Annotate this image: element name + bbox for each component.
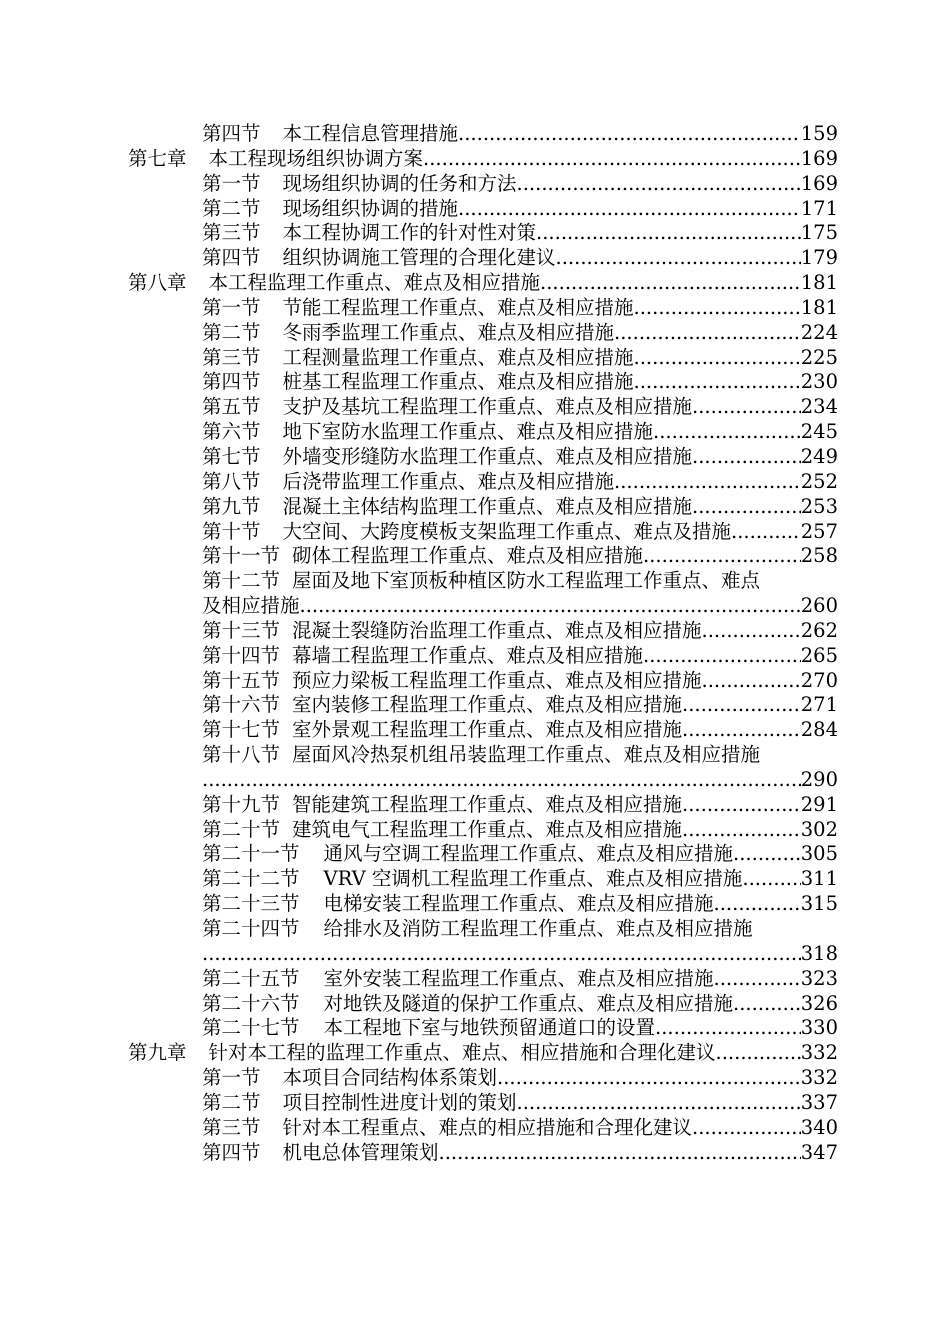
toc-leader-dots: [643, 644, 801, 669]
toc-page-number: 171: [800, 196, 838, 220]
toc-entry[interactable]: [0, 172, 950, 197]
toc-entry[interactable]: [0, 346, 950, 371]
toc-entry[interactable]: [0, 669, 950, 694]
toc-leader-dots: [733, 992, 801, 1017]
toc-page-number: 224: [800, 320, 838, 344]
toc-entry[interactable]: [0, 221, 950, 246]
toc-page-number: 257: [800, 519, 838, 543]
toc-entry[interactable]: [0, 644, 950, 669]
toc-entry-title: 屋面及地下室顶板种植区防水工程监理工作重点、难点: [292, 569, 761, 593]
toc-page-number: 230: [800, 370, 838, 394]
toc-leader-dots: [300, 594, 801, 619]
toc-entry-number: 第二十四节: [202, 917, 300, 940]
toc-entry[interactable]: [0, 992, 950, 1017]
toc-entry-number: 第二节: [202, 1090, 261, 1114]
toc-entry[interactable]: [0, 395, 950, 420]
toc-entry-title: 室外景观工程监理工作重点、难点及相应措施: [292, 718, 683, 742]
toc-leader-dots: [614, 470, 801, 495]
toc-entry[interactable]: [0, 842, 950, 867]
toc-page-number: 225: [800, 345, 838, 369]
toc-entry-title: 给排水及消防工程监理工作重点、难点及相应措施: [323, 917, 753, 940]
toc-entry-title: 电梯安装工程监理工作重点、难点及相应措施: [323, 892, 714, 916]
toc-leader-dots: [423, 147, 801, 172]
toc-page-number: 245: [800, 420, 838, 444]
toc-entry-title: 外墙变形缝防水监理工作重点、难点及相应措施: [282, 444, 693, 468]
toc-entry-title: 组织协调施工管理的合理化建议: [282, 246, 556, 270]
toc-entry-title: 智能建筑工程监理工作重点、难点及相应措施: [292, 792, 683, 816]
toc-entry-title: 本工程监理工作重点、难点及相应措施: [208, 271, 541, 295]
toc-entry-line: [202, 669, 838, 694]
toc-entry-number: 第四节: [202, 1140, 261, 1164]
toc-entry-number: 第十八节: [202, 743, 281, 767]
toc-entry-number: 第十节: [202, 519, 261, 543]
toc-entry-number: 第三节: [202, 1115, 261, 1139]
toc-leader-dots: [733, 842, 801, 867]
toc-entry-title: 项目控制性进度计划的策划: [282, 1090, 517, 1114]
toc-entry[interactable]: [0, 917, 950, 942]
toc-entry[interactable]: [0, 1016, 950, 1041]
toc-leader-dots: [439, 1141, 801, 1166]
toc-entry-title: 现场组织协调的任务和方法: [282, 171, 517, 195]
toc-page-number: 175: [800, 221, 838, 245]
toc-page-number: 305: [800, 842, 838, 866]
toc-entry-title: 室外安装工程监理工作重点、难点及相应措施: [323, 966, 714, 990]
toc-entry-line: [202, 594, 838, 619]
toc-page-number: 318: [800, 941, 838, 965]
toc-entry[interactable]: [0, 197, 950, 222]
toc-entry-line: [202, 445, 838, 470]
toc-entry-number: 第一节: [202, 171, 261, 195]
toc-entry-line: [202, 1116, 838, 1141]
toc-entry[interactable]: [0, 147, 950, 172]
toc-entry-number: 第十六节: [202, 693, 281, 717]
toc-entry-title: 室内装修工程监理工作重点、难点及相应措施: [292, 693, 683, 717]
toc-entry-number: 第九章: [128, 1041, 187, 1065]
toc-entry-line: [202, 544, 838, 569]
toc-page-number: 291: [800, 792, 838, 816]
toc-leader-dots: [742, 867, 800, 892]
toc-entry-title: 桩基工程监理工作重点、难点及相应措施: [282, 370, 634, 394]
toc-entry-title: 建筑电气工程监理工作重点、难点及相应措施: [292, 817, 683, 841]
toc-page-number: 271: [800, 693, 838, 717]
toc-leader-dots: [692, 1116, 801, 1141]
toc-entry[interactable]: [0, 718, 950, 743]
toc-page-number: 179: [800, 246, 838, 270]
toc-page-number: 262: [800, 618, 838, 642]
toc-entry-number: 第四节: [202, 246, 261, 270]
toc-page-number: 265: [800, 643, 838, 667]
toc-page-number: 169: [800, 146, 838, 170]
toc-entry[interactable]: [0, 693, 950, 718]
toc-page-number: 340: [800, 1115, 838, 1139]
toc-leader-dots: [692, 495, 801, 520]
toc-entry-number: 第一节: [202, 295, 261, 319]
toc-entry-number: 第二节: [202, 320, 261, 344]
toc-page-number: 260: [800, 594, 838, 618]
toc-entry[interactable]: [0, 793, 950, 818]
toc-page-number: 284: [800, 718, 838, 742]
toc-leader-dots: [682, 818, 801, 843]
toc-entry[interactable]: [0, 520, 950, 545]
toc-entry-number: 第十三节: [202, 618, 281, 642]
toc-entry-title: 地下室防水监理工作重点、难点及相应措施: [282, 420, 654, 444]
toc-leader-dots: [655, 1016, 801, 1041]
toc-entry-line: [202, 768, 838, 793]
toc-page-number: 315: [800, 892, 838, 916]
toc-entry[interactable]: [0, 743, 950, 768]
toc-entry-line: [202, 221, 838, 246]
toc-leader-dots: [682, 718, 801, 743]
toc-leader-dots: [702, 669, 801, 694]
toc-entry-line: [202, 892, 838, 917]
toc-entry-number: 第三节: [202, 221, 261, 245]
toc-entry-number: 第二十三节: [202, 892, 300, 916]
toc-entry[interactable]: [0, 544, 950, 569]
toc-leader-dots: [682, 693, 801, 718]
toc-entry-line: [202, 197, 838, 222]
toc-entry-number: 第四节: [202, 122, 261, 145]
toc-entry-line: [202, 1091, 838, 1116]
toc-leader-dots: [556, 246, 801, 271]
toc-page-number: 270: [800, 668, 838, 692]
toc-leader-dots: [634, 370, 801, 395]
toc-leader-dots: [517, 172, 801, 197]
toc-entry-title: 混凝土裂缝防治监理工作重点、难点及相应措施: [292, 618, 702, 642]
toc-entry[interactable]: [0, 892, 950, 917]
toc-entry[interactable]: [0, 122, 950, 147]
toc-entry-line: [128, 1041, 838, 1066]
toc-leader-dots: [202, 768, 801, 793]
toc-entry-number: 第一节: [202, 1066, 261, 1090]
toc-page-number: 159: [800, 122, 838, 145]
toc-entry-title: 本工程协调工作的针对性对策: [282, 221, 537, 245]
toc-page-number: 258: [800, 544, 838, 568]
toc-entry-line: [202, 1016, 838, 1041]
toc-page-number: 347: [800, 1140, 838, 1164]
toc-page-number: 253: [800, 494, 838, 518]
toc-page-number: 169: [800, 171, 838, 195]
toc-entry-line: [202, 842, 838, 867]
toc-entry-number: 第八章: [128, 271, 187, 295]
toc-page-number: 181: [800, 271, 838, 295]
toc-page-number: 311: [800, 867, 838, 891]
toc-entry-line: [202, 818, 838, 843]
toc-entry-number: 第四节: [202, 370, 261, 394]
toc-page-number: 326: [800, 991, 838, 1015]
toc-entry-title: 现场组织协调的措施: [282, 196, 459, 220]
toc-page-number: 249: [800, 444, 838, 468]
toc-entry-title: 本工程信息管理措施: [282, 122, 459, 145]
toc-page-number: 332: [800, 1066, 838, 1090]
toc-entry-number: 第十四节: [202, 643, 281, 667]
toc-entry-continuation: [0, 594, 950, 619]
toc-entry-line: [202, 942, 838, 967]
toc-entry-title: 机电总体管理策划: [282, 1140, 439, 1164]
toc-entry-continuation: [0, 768, 950, 793]
toc-entry-line: [202, 967, 838, 992]
toc-entry[interactable]: [0, 867, 950, 892]
toc-entry-title: 对地铁及隧道的保护工作重点、难点及相应措施: [323, 991, 734, 1015]
toc-entry-line: [202, 346, 838, 371]
toc-entry-line: [202, 992, 838, 1017]
toc-entry-line: [202, 1141, 838, 1166]
toc-entry-line: [202, 867, 838, 892]
toc-entry-number: 第十一节: [202, 544, 281, 568]
toc-entry-line: [202, 172, 838, 197]
toc-entry-line: [202, 122, 838, 147]
toc-entry-number: 第二十五节: [202, 966, 300, 990]
toc-entry-line: [202, 569, 838, 594]
toc-page-number: 323: [800, 966, 838, 990]
toc-entry-line: [202, 644, 838, 669]
toc-entry[interactable]: [0, 569, 950, 594]
toc-page-number: 332: [800, 1041, 838, 1065]
toc-entry-title: 预应力梁板工程监理工作重点、难点及相应措施: [292, 668, 702, 692]
toc-page-number: 181: [800, 295, 838, 319]
toc-entry[interactable]: [0, 1116, 950, 1141]
toc-entry[interactable]: [0, 470, 950, 495]
toc-entry-line: [202, 470, 838, 495]
toc-entry-number: 第二十二节: [202, 867, 300, 891]
toc-page-number: 252: [800, 469, 838, 493]
toc-entry-number: 第八节: [202, 469, 261, 493]
toc-leader-dots: [536, 221, 801, 246]
toc-leader-dots: [634, 296, 801, 321]
toc-leader-dots: [692, 445, 801, 470]
toc-leader-dots: [682, 793, 801, 818]
toc-entry[interactable]: [0, 818, 950, 843]
toc-entry[interactable]: [0, 1066, 950, 1091]
toc-entry[interactable]: [0, 296, 950, 321]
toc-entry-title: 工程测量监理工作重点、难点及相应措施: [282, 345, 634, 369]
toc-entry-line: [202, 296, 838, 321]
toc-entry-line: [202, 693, 838, 718]
toc-entry-line: [202, 718, 838, 743]
toc-entry[interactable]: [0, 619, 950, 644]
toc-entry[interactable]: [0, 1141, 950, 1166]
toc-page-number: 337: [800, 1090, 838, 1114]
toc-entry-title-continued: 及相应措施: [202, 594, 300, 618]
toc-entry-number: 第二十一节: [202, 842, 300, 866]
toc-entry-title: 节能工程监理工作重点、难点及相应措施: [282, 295, 634, 319]
toc-entry-title: 屋面风冷热泵机组吊装监理工作重点、难点及相应措施: [292, 743, 761, 767]
toc-leader-dots: [540, 271, 801, 296]
toc-leader-dots: [643, 544, 801, 569]
toc-entry-title: 支护及基坑工程监理工作重点、难点及相应措施: [282, 395, 693, 419]
toc-entry-line: [128, 147, 838, 172]
toc-entry-number: 第五节: [202, 395, 261, 419]
toc-entry-number: 第十九节: [202, 792, 281, 816]
toc-entry-title: 针对本工程的监理工作重点、难点、相应措施和合理化建议: [208, 1041, 716, 1065]
toc-entry-number: 第三节: [202, 345, 261, 369]
toc-leader-dots: [458, 122, 801, 147]
toc-entry-line: [202, 1066, 838, 1091]
toc-entry-line: [202, 917, 838, 942]
toc-page-number: 234: [800, 395, 838, 419]
toc-leader-dots: [716, 1041, 801, 1066]
toc-entry[interactable]: [0, 321, 950, 346]
toc-leader-dots: [614, 321, 801, 346]
toc-entry-number: 第六节: [202, 420, 261, 444]
toc-entry-line: [202, 395, 838, 420]
toc-entry-title: 幕墙工程监理工作重点、难点及相应措施: [292, 643, 644, 667]
toc-entry-line: [202, 520, 838, 545]
toc-page-number: 290: [800, 767, 838, 791]
toc-entry[interactable]: [0, 1091, 950, 1116]
toc-entry-number: 第七节: [202, 444, 261, 468]
toc-entry-title: 混凝土主体结构监理工作重点、难点及相应措施: [282, 494, 693, 518]
toc-entry-line: [202, 420, 838, 445]
toc-leader-dots: [692, 395, 801, 420]
toc-leader-dots: [458, 197, 801, 222]
toc-entry-title: 通风与空调工程监理工作重点、难点及相应措施: [323, 842, 734, 866]
toc-entry-line: [202, 246, 838, 271]
toc-entry-line: [202, 370, 838, 395]
toc-entry[interactable]: [0, 271, 950, 296]
toc-entry-number: 第十五节: [202, 668, 281, 692]
toc-entry-number: 第七章: [128, 146, 187, 170]
toc-entry-number: 第二十七节: [202, 1016, 300, 1040]
toc-entry[interactable]: [0, 495, 950, 520]
toc-entry-line: [202, 793, 838, 818]
toc-entry-title: 砌体工程监理工作重点、难点及相应措施: [292, 544, 644, 568]
toc-page-number: 330: [800, 1016, 838, 1040]
toc-entry-title: 冬雨季监理工作重点、难点及相应措施: [282, 320, 615, 344]
toc-entry[interactable]: [0, 246, 950, 271]
toc-entry-line: [128, 271, 838, 296]
toc-leader-dots: [714, 967, 801, 992]
table-of-contents: [0, 122, 950, 1165]
toc-entry-continuation: [0, 942, 950, 967]
toc-entry-title: 本工程地下室与地铁预留通道口的设置: [323, 1016, 656, 1040]
toc-entry-number: 第九节: [202, 494, 261, 518]
toc-entry[interactable]: [0, 445, 950, 470]
toc-entry-number: 第十七节: [202, 718, 281, 742]
toc-leader-dots: [497, 1066, 801, 1091]
toc-entry-line: [202, 495, 838, 520]
toc-entry[interactable]: [0, 370, 950, 395]
toc-leader-dots: [202, 942, 801, 967]
toc-entry-number: 第十二节: [202, 569, 281, 593]
toc-entry-title: VRV 空调机工程监理工作重点、难点及相应措施: [323, 867, 743, 891]
toc-entry-title: 本工程现场组织协调方案: [208, 146, 424, 170]
toc-entry-line: [202, 743, 838, 768]
toc-leader-dots: [634, 346, 801, 371]
toc-leader-dots: [653, 420, 801, 445]
toc-leader-dots: [517, 1091, 801, 1116]
toc-leader-dots: [714, 892, 801, 917]
toc-entry[interactable]: [0, 1041, 950, 1066]
toc-entry-title: 本项目合同结构体系策划: [282, 1066, 498, 1090]
toc-entry-number: 第二十节: [202, 817, 281, 841]
toc-entry-line: [202, 321, 838, 346]
toc-entry-title: 针对本工程重点、难点的相应措施和合理化建议: [282, 1115, 693, 1139]
toc-leader-dots: [702, 619, 801, 644]
toc-leader-dots: [731, 520, 801, 545]
toc-entry[interactable]: [0, 967, 950, 992]
toc-page-number: 302: [800, 817, 838, 841]
toc-entry[interactable]: [0, 420, 950, 445]
toc-entry-title: 大空间、大跨度模板支架监理工作重点、难点及措施: [282, 519, 732, 543]
toc-entry-number: 第二节: [202, 196, 261, 220]
toc-entry-line: [202, 619, 838, 644]
toc-entry-number: 第二十六节: [202, 991, 300, 1015]
toc-entry-title: 后浇带监理工作重点、难点及相应措施: [282, 469, 615, 493]
